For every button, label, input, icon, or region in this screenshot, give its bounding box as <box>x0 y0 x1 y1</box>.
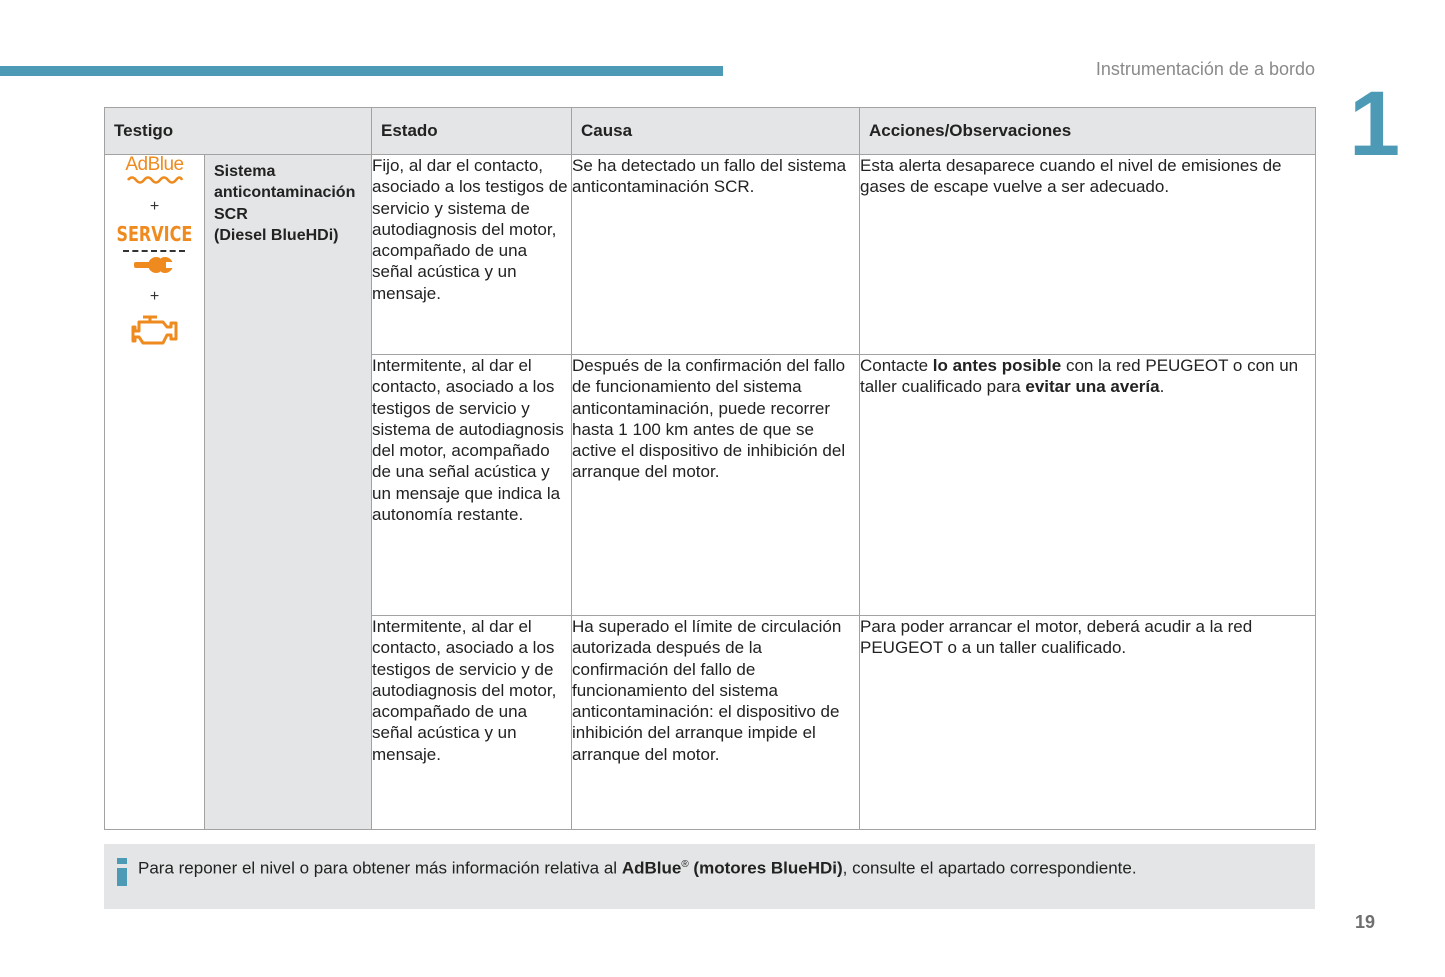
header-causa: Causa <box>572 108 860 155</box>
system-name-line: (Diesel BlueHDi) <box>214 226 339 244</box>
plus-sign: + <box>149 198 160 215</box>
info-text-part: Para reponer el nivel o para obtener más información relativa al <box>138 858 622 878</box>
table-header-row <box>105 108 1316 155</box>
acciones-text: . <box>1159 377 1165 397</box>
adblue-icon <box>125 155 183 185</box>
page-number: 19 <box>1355 912 1376 932</box>
system-name-line: Sistema <box>214 163 276 180</box>
section-title: Instrumentación de a bordo <box>1095 59 1315 79</box>
estado-cell: Fijo, al dar el contacto, asociado a los testigos de servicio y sistema de autodiagnosis del motor, acompañado de una señal acústica y un mensaje. <box>372 155 572 355</box>
info-icon <box>117 858 127 886</box>
acciones-cell: Esta alerta desaparece cuando el nivel de emisiones de gases de escape vuelve a ser adecuado. <box>860 155 1316 355</box>
acciones-text: Contacte <box>860 356 933 375</box>
acciones-bold: evitar una avería <box>1025 377 1160 397</box>
info-adblue: AdBlue <box>621 858 682 878</box>
wrench-icon <box>132 255 176 275</box>
info-note <box>104 844 1315 909</box>
testigo-icons-cell <box>105 155 205 830</box>
plus-sign: + <box>149 288 160 305</box>
acciones-text: con la red PEUGEOT o con un taller cualificado para <box>860 356 1299 397</box>
acciones-cell <box>860 355 1316 616</box>
causa-cell: Ha superado el límite de circulación autorizada después de la confirmación del fallo de funcionamiento del sistema anticontaminación: el dispositivo de inhibición del arranque impide el arranque del motor. <box>572 616 860 830</box>
acciones-cell: Para poder arrancar el motor, deberá acudir a la red PEUGEOT o a un taller cualificado. <box>860 616 1316 830</box>
info-text-part: , consulte el apartado correspondiente. <box>842 858 1137 878</box>
info-text <box>138 854 1137 880</box>
estado-cell: Intermitente, al dar el contacto, asociado a los testigos de servicio y sistema de autodiagnosis del motor, acompañado de una señal acústica y un mensaje que indica la autonomía restante. <box>372 355 572 616</box>
acciones-bold: lo antes posible <box>932 356 1062 375</box>
estado-cell: Intermitente, al dar el contacto, asociado a los testigos de servicio y de autodiagnosis del motor, acompañado de una señal acústica y un mensaje. <box>372 616 572 830</box>
causa-cell: Se ha detectado un fallo del sistema anticontaminación SCR. <box>572 155 860 355</box>
system-name-cell <box>205 155 372 830</box>
causa-cell: Después de la confirmación del fallo de funcionamiento del sistema anticontaminación, puede recorrer hasta 1 100 km antes de que se active el dispositivo de inhibición del arranque del motor. <box>572 355 860 616</box>
engine-check-icon <box>131 313 179 347</box>
header-accent-bar <box>0 66 723 76</box>
system-name-line: SCR <box>214 205 248 223</box>
registered-mark: ® <box>681 859 689 870</box>
service-icon-label: SERVICE <box>116 222 193 246</box>
info-motores: (motores BlueHDi) <box>688 858 843 878</box>
adblue-icon-label: AdBlue <box>125 154 184 175</box>
system-name-line: anticontaminación <box>214 184 356 202</box>
table-row <box>105 155 1316 355</box>
header-testigo: Testigo <box>105 108 372 155</box>
service-divider-icon <box>123 250 185 252</box>
adblue-wave-icon <box>126 175 184 185</box>
warning-lights-table <box>104 107 1316 830</box>
header-acciones: Acciones/Observaciones <box>860 108 1316 155</box>
chapter-number: 1 <box>1349 73 1401 175</box>
service-wrench-icon <box>107 223 202 275</box>
header-estado: Estado <box>372 108 572 155</box>
